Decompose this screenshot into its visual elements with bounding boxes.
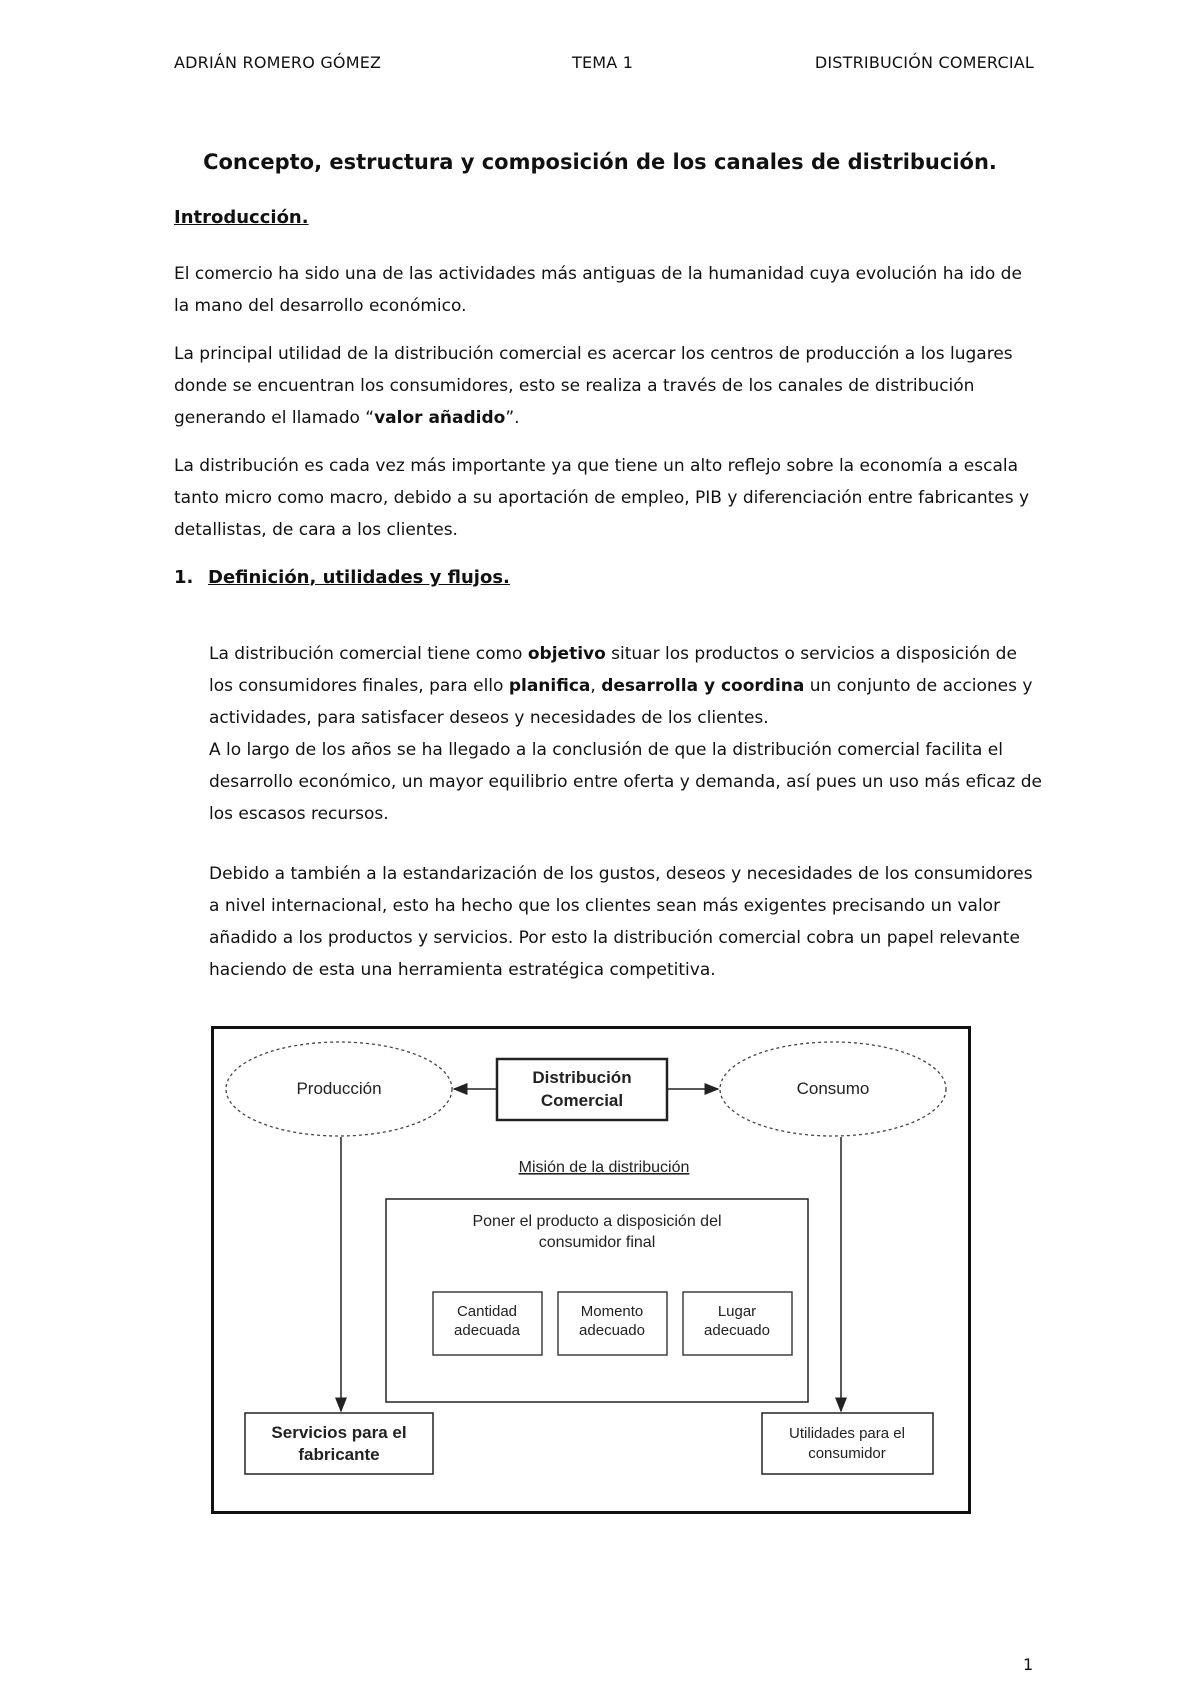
distribucion-label-line2: Comercial (540, 1091, 624, 1110)
header-topic: TEMA 1 (572, 53, 634, 72)
valor-anadido-emphasis: valor añadido (374, 408, 506, 428)
intro-paragraph-2: La principal utilidad de la distribución comercial es acercar los centros de producción a los lugares donde se encuentran los consumidores, esto se realiza a través de los canales de distribución generando el llamado “valor añadido”. (174, 344, 1013, 428)
section-1-heading: 1. Definición, utilidades y flujos. (174, 567, 510, 588)
utilidades-label-line2: consumidor (808, 1445, 886, 1462)
page-number: 1 (1023, 1655, 1034, 1674)
intro-heading: Introducción. (174, 207, 309, 228)
servicios-label-line1: Servicios para el (271, 1423, 407, 1442)
lugar-label-line1: Lugar (717, 1303, 757, 1320)
section-1-paragraph-2: Debido a también a la estandarización de los gustos, deseos y necesidades de los consumidores a nivel internacional, esto ha hecho que los clientes sean más exigentes precisando un valor añadido a los productos y servicios. Por esto la distribución comercial cobra un papel relevante haciendo de esta una herramienta estratégica competitiva. (209, 864, 1033, 980)
lugar-label-line2: adecuado (704, 1322, 770, 1339)
header-author: ADRIÁN ROMERO GÓMEZ (174, 53, 382, 72)
section-number: 1. (174, 567, 194, 588)
mission-text-line2: consumidor final (538, 1234, 656, 1251)
intro-paragraph-3: La distribución es cada vez más importante ya que tiene un alto reflejo sobre la economía a escala tanto micro como macro, debido a su aportación de empleo, PIB y diferenciación entre fabricantes y detallistas, de cara a los clientes. (174, 456, 1030, 540)
header-subject: DISTRIBUCIÓN COMERCIAL (814, 53, 1034, 72)
momento-label-line2: adecuado (579, 1322, 645, 1339)
momento-label-line1: Momento (580, 1303, 644, 1320)
page-header (174, 53, 1034, 77)
cantidad-label-line1: Cantidad (456, 1303, 518, 1320)
distribucion-label-line1: Distribución (532, 1068, 632, 1087)
utilidades-label-line1: Utilidades para el (789, 1425, 905, 1442)
document-title: Concepto, estructura y composición de los canales de distribución. (203, 150, 997, 174)
cantidad-label-line2: adecuada (454, 1322, 520, 1339)
mission-text-line1: Poner el producto a disposición del (472, 1213, 722, 1230)
distribution-mission-diagram (211, 1026, 971, 1514)
produccion-label: Producción (296, 1079, 382, 1098)
mision-title: Misión de la distribución (518, 1159, 690, 1176)
consumo-label: Consumo (796, 1079, 870, 1098)
section-1-paragraph-1: La distribución comercial tiene como objetivo situar los productos o servicios a disposición de los consumidores finales, para ello planifica, desarrolla y coordina un conjunto de acciones y actividades, para satisfacer deseos y necesidades de los clientes. A lo largo de los años se ha llegado a la conclusión de que la distribución comercial facilita el desarrollo económico, un mayor equilibrio entre oferta y demanda, así pues un uso más eficaz de los escasos recursos. (209, 644, 1042, 824)
servicios-label-line2: fabricante (298, 1445, 380, 1464)
intro-paragraph-1: El comercio ha sido una de las actividades más antiguas de la humanidad cuya evolución ha ido de la mano del desarrollo económico. (174, 264, 1022, 316)
